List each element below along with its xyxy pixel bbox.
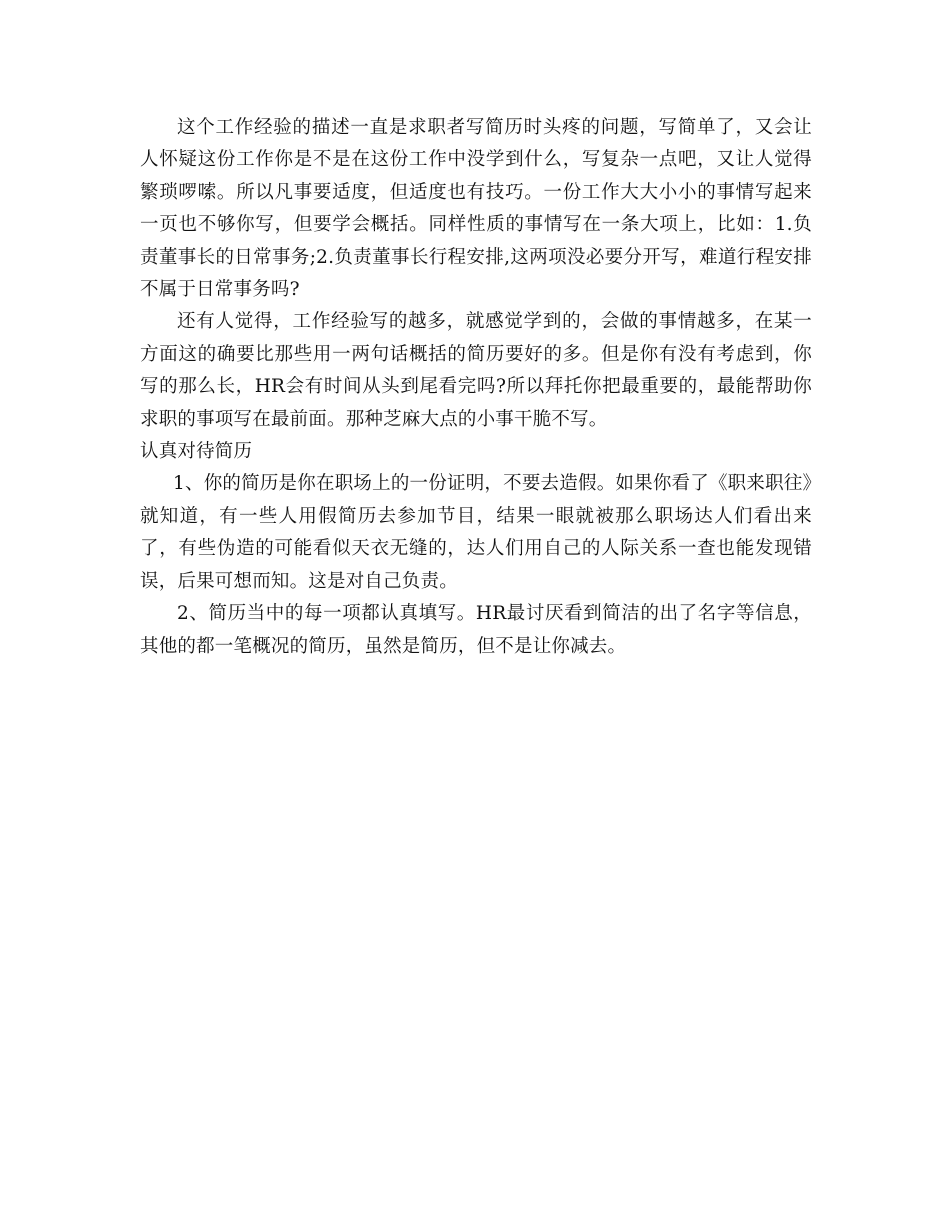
section-heading: 认真对待简历 (140, 441, 253, 463)
paragraph-fill-carefully: 2、简历当中的每一项都认真填写。HR最讨厌看到简洁的出了名字等信息，其他的都一笔概况的简历，虽然是简历，但不是让你减去。 (140, 603, 812, 657)
document-body (140, 112, 812, 663)
paragraph-work-experience: 这个工作经验的描述一直是求职者写简历时头疼的问题，写简单了，又会让人怀疑这份工作你是不是在这份工作中没学到什么，写复杂一点吧，又让人觉得繁琐啰嗦。所以凡事要适度，但适度也有技巧。一份工作大大小小的事情写起来一页也不够你写，但要学会概括。同样性质的事情写在一条大项上，比如：1.负责董事长的日常事务;2.负责董事长行程安排,这两项没必要分开写，难道行程安排不属于日常事务吗? (140, 117, 812, 301)
paragraph-no-faking: 1、你的简历是你在职场上的一份证明，不要去造假。如果你看了《职来职往》就知道，有一些人用假简历去参加节目，结果一眼就被那么职场达人们看出来了，有些伪造的可能看似天衣无缝的，达人们用自己的人际关系一查也能发现错误，后果可想而知。这是对自己负责。 (140, 473, 812, 592)
paragraph-length-advice: 还有人觉得，工作经验写的越多，就感觉学到的，会做的事情越多，在某一方面这的确要比那些用一两句话概括的简历要好的多。但是你有没有考虑到，你写的那么长，HR会有时间从头到尾看完吗?所以拜托你把最重要的，最能帮助你求职的事项写在最前面。那种芝麻大点的小事干脆不写。 (140, 311, 812, 430)
